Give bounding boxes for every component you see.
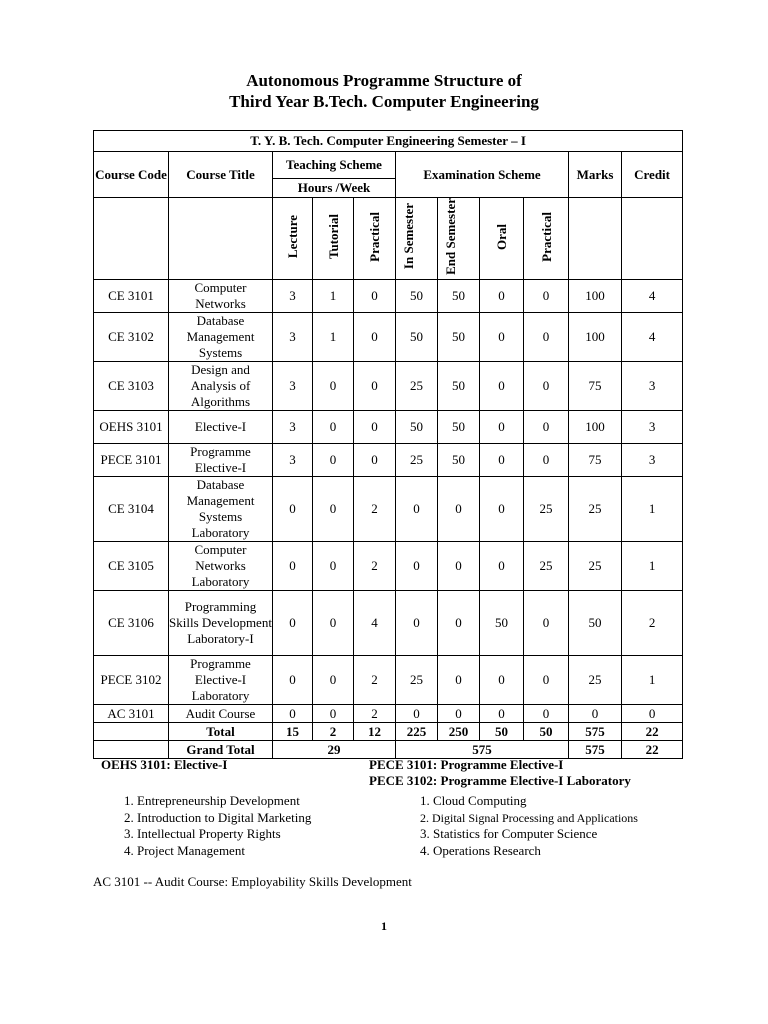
oral-marks: 0 <box>480 280 524 313</box>
total-credits: 22 <box>622 723 683 741</box>
programme-structure-table <box>93 130 683 759</box>
credits: 1 <box>622 656 683 705</box>
end-semester-marks: 50 <box>438 313 480 362</box>
credits: 3 <box>622 362 683 411</box>
oral-marks: 0 <box>480 705 524 723</box>
tutorial-hours: 0 <box>313 362 354 411</box>
table-row <box>94 313 683 362</box>
header-practical-cell <box>354 198 396 280</box>
in-semester-marks: 25 <box>396 656 438 705</box>
course-code: CE 3103 <box>94 362 169 411</box>
course-code: CE 3105 <box>94 542 169 591</box>
in-semester-marks: 50 <box>396 411 438 444</box>
practical-hours: 4 <box>354 591 396 656</box>
header-in-semester: In Semester <box>400 203 416 270</box>
total-oral: 50 <box>480 723 524 741</box>
course-title: Programme Elective-I <box>169 444 273 477</box>
table-row <box>94 280 683 313</box>
in-semester-marks: 0 <box>396 591 438 656</box>
in-semester-marks: 25 <box>396 362 438 411</box>
practical-hours: 2 <box>354 477 396 542</box>
lecture-hours: 0 <box>273 591 313 656</box>
credits: 3 <box>622 444 683 477</box>
list-item: 2. Digital Signal Processing and Applications <box>420 810 638 825</box>
end-semester-marks: 50 <box>438 411 480 444</box>
table-row <box>94 542 683 591</box>
table-row <box>94 362 683 411</box>
pece-elective-list <box>420 793 638 859</box>
credits: 4 <box>622 313 683 362</box>
practical-marks: 0 <box>524 444 569 477</box>
header-credit: Credit <box>622 152 683 198</box>
oral-marks: 0 <box>480 542 524 591</box>
oral-marks: 0 <box>480 362 524 411</box>
grand-total-label: Grand Total <box>169 741 273 759</box>
header-blank <box>622 198 683 280</box>
table-row <box>94 411 683 444</box>
in-semester-marks: 25 <box>396 444 438 477</box>
practical-marks: 0 <box>524 313 569 362</box>
practical-hours: 0 <box>354 411 396 444</box>
credits: 1 <box>622 542 683 591</box>
total-exam-practical: 50 <box>524 723 569 741</box>
end-semester-marks: 0 <box>438 705 480 723</box>
lecture-hours: 3 <box>273 411 313 444</box>
list-item: 3. Statistics for Computer Science <box>420 826 598 841</box>
tutorial-hours: 0 <box>313 444 354 477</box>
course-code: PECE 3102 <box>94 656 169 705</box>
header-teaching-scheme: Teaching Scheme <box>273 152 396 179</box>
oral-marks: 0 <box>480 477 524 542</box>
list-item: 1. Cloud Computing <box>420 793 527 808</box>
lecture-hours: 3 <box>273 362 313 411</box>
end-semester-marks: 50 <box>438 280 480 313</box>
tutorial-hours: 0 <box>313 411 354 444</box>
header-in-semester-cell <box>396 198 438 280</box>
header-end-semester-cell <box>438 198 480 280</box>
course-title: Database Management Systems <box>169 313 273 362</box>
oehs-elective-list <box>124 793 311 859</box>
total-row <box>94 723 683 741</box>
tutorial-hours: 0 <box>313 656 354 705</box>
credits: 0 <box>622 705 683 723</box>
header-exam-practical: Practical <box>538 211 554 262</box>
header-blank <box>569 198 622 280</box>
practical-marks: 0 <box>524 656 569 705</box>
lecture-hours: 0 <box>273 705 313 723</box>
practical-hours: 2 <box>354 705 396 723</box>
tutorial-hours: 0 <box>313 591 354 656</box>
credits: 4 <box>622 280 683 313</box>
course-title: Programming Skills Development Laboratory-I <box>169 591 273 656</box>
course-code: CE 3104 <box>94 477 169 542</box>
tutorial-hours: 0 <box>313 542 354 591</box>
lecture-hours: 0 <box>273 656 313 705</box>
in-semester-marks: 0 <box>396 477 438 542</box>
grand-total-hours: 29 <box>273 741 396 759</box>
lecture-hours: 3 <box>273 313 313 362</box>
pece-heading-1: PECE 3101: Programme Elective-I <box>369 757 564 772</box>
oehs-elective-block <box>101 757 227 773</box>
semester-heading: T. Y. B. Tech. Computer Engineering Semester – I <box>94 131 683 152</box>
course-title: Programme Elective-I Laboratory <box>169 656 273 705</box>
practical-marks: 0 <box>524 705 569 723</box>
lecture-hours: 0 <box>273 477 313 542</box>
table-row <box>94 477 683 542</box>
oral-marks: 0 <box>480 656 524 705</box>
tutorial-hours: 1 <box>313 280 354 313</box>
end-semester-marks: 0 <box>438 591 480 656</box>
table-row <box>94 591 683 656</box>
header-examination-scheme: Examination Scheme <box>396 152 569 198</box>
header-lecture: Lecture <box>285 214 300 259</box>
course-title: Computer Networks <box>169 280 273 313</box>
total-marks: 75 <box>569 444 622 477</box>
table-row <box>94 656 683 705</box>
total-marks: 0 <box>569 705 622 723</box>
list-item: 1. Entrepreneurship Development <box>124 793 300 808</box>
in-semester-marks: 0 <box>396 705 438 723</box>
header-hours-week: Hours /Week <box>273 179 396 198</box>
page-number: 1 <box>381 919 387 933</box>
table-row <box>94 444 683 477</box>
practical-hours: 2 <box>354 656 396 705</box>
tutorial-hours: 1 <box>313 313 354 362</box>
header-tutorial-cell <box>313 198 354 280</box>
credits: 1 <box>622 477 683 542</box>
total-marks: 25 <box>569 656 622 705</box>
pece-elective-block <box>369 757 631 789</box>
course-code: CE 3101 <box>94 280 169 313</box>
practical-hours: 0 <box>354 444 396 477</box>
total-blank <box>94 723 169 741</box>
total-marks: 100 <box>569 411 622 444</box>
end-semester-marks: 0 <box>438 656 480 705</box>
list-item: 2. Introduction to Digital Marketing <box>124 809 312 825</box>
oral-marks: 0 <box>480 444 524 477</box>
practical-marks: 0 <box>524 362 569 411</box>
total-end-semester: 250 <box>438 723 480 741</box>
in-semester-marks: 50 <box>396 313 438 362</box>
practical-marks: 25 <box>524 542 569 591</box>
title-line-1: Autonomous Programme Structure of <box>246 71 522 90</box>
header-course-title: Course Title <box>169 152 273 198</box>
total-in-semester: 225 <box>396 723 438 741</box>
grand-total-credits: 22 <box>622 741 683 759</box>
end-semester-marks: 50 <box>438 444 480 477</box>
total-tutorial: 2 <box>313 723 354 741</box>
credits: 2 <box>622 591 683 656</box>
practical-hours: 0 <box>354 313 396 362</box>
header-lecture-cell <box>273 198 313 280</box>
practical-hours: 0 <box>354 362 396 411</box>
lecture-hours: 0 <box>273 542 313 591</box>
course-code: CE 3106 <box>94 591 169 656</box>
end-semester-marks: 0 <box>438 542 480 591</box>
pece-heading-2: PECE 3102: Programme Elective-I Laboratory <box>369 773 631 788</box>
total-marks: 100 <box>569 280 622 313</box>
in-semester-marks: 50 <box>396 280 438 313</box>
credits: 3 <box>622 411 683 444</box>
header-course-code: Course Code <box>94 152 169 198</box>
course-title: Database Management Systems Laboratory <box>169 477 273 542</box>
total-marks: 50 <box>569 591 622 656</box>
practical-marks: 0 <box>524 591 569 656</box>
oral-marks: 0 <box>480 313 524 362</box>
total-marks: 75 <box>569 362 622 411</box>
header-blank <box>94 198 169 280</box>
grand-total-row <box>94 741 683 759</box>
grand-total-exam: 575 <box>396 741 569 759</box>
total-practical: 12 <box>354 723 396 741</box>
header-oral: Oral <box>494 223 509 250</box>
course-code: PECE 3101 <box>94 444 169 477</box>
course-title: Audit Course <box>169 705 273 723</box>
in-semester-marks: 0 <box>396 542 438 591</box>
practical-marks: 25 <box>524 477 569 542</box>
total-marks: 100 <box>569 313 622 362</box>
tutorial-hours: 0 <box>313 477 354 542</box>
lecture-hours: 3 <box>273 280 313 313</box>
list-item: 4. Project Management <box>124 842 245 858</box>
course-title: Elective-I <box>169 411 273 444</box>
header-end-semester: End Semester <box>442 198 458 275</box>
course-code: OEHS 3101 <box>94 411 169 444</box>
end-semester-marks: 0 <box>438 477 480 542</box>
list-item: 4. Operations Research <box>420 842 541 858</box>
oehs-heading: OEHS 3101: Elective-I <box>101 757 228 772</box>
course-title: Design and Analysis of Algorithms <box>169 362 273 411</box>
table-row <box>94 705 683 723</box>
total-marks: 25 <box>569 477 622 542</box>
practical-marks: 0 <box>524 280 569 313</box>
oral-marks: 0 <box>480 411 524 444</box>
header-exam-practical-cell <box>524 198 569 280</box>
course-code: AC 3101 <box>94 705 169 723</box>
header-practical: Practical <box>367 211 382 262</box>
lecture-hours: 3 <box>273 444 313 477</box>
total-lecture: 15 <box>273 723 313 741</box>
grand-total-marks: 575 <box>569 741 622 759</box>
course-code: CE 3102 <box>94 313 169 362</box>
header-marks: Marks <box>569 152 622 198</box>
practical-hours: 0 <box>354 280 396 313</box>
practical-marks: 0 <box>524 411 569 444</box>
end-semester-marks: 50 <box>438 362 480 411</box>
course-title: Computer Networks Laboratory <box>169 542 273 591</box>
header-blank <box>169 198 273 280</box>
list-item: 3. Intellectual Property Rights <box>124 826 281 841</box>
title-line-2: Third Year B.Tech. Computer Engineering <box>229 92 539 111</box>
total-marks-sum: 575 <box>569 723 622 741</box>
oral-marks: 50 <box>480 591 524 656</box>
total-marks: 25 <box>569 542 622 591</box>
practical-hours: 2 <box>354 542 396 591</box>
total-label: Total <box>169 723 273 741</box>
header-oral-cell <box>480 198 524 280</box>
audit-course-note: AC 3101 -- Audit Course: Employability Skills Development <box>93 874 412 889</box>
header-tutorial: Tutorial <box>325 213 341 260</box>
grand-total-blank <box>94 741 169 759</box>
tutorial-hours: 0 <box>313 705 354 723</box>
